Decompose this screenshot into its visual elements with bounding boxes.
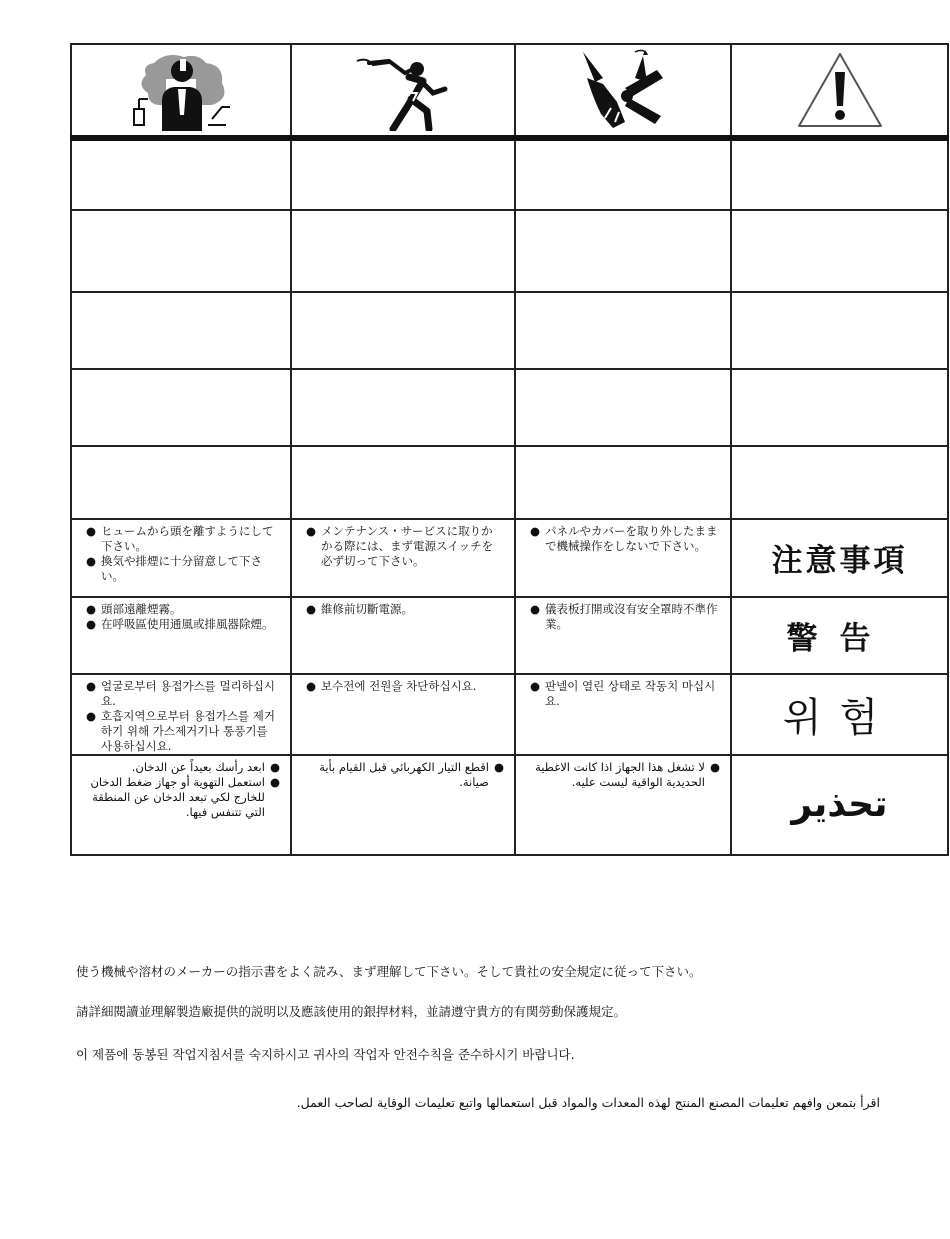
warning-text: ヒュームから頭を離すようにして下さい。 <box>101 523 274 553</box>
bullet-icon: ● <box>86 601 97 616</box>
warning-text: 호흡지역으로부터 용접가스를 제거하기 위해 가스제거기나 통풍기를 사용하십시요. <box>101 708 275 753</box>
ar-warning-label-cell <box>731 755 948 855</box>
ko-warning-label: 위험 <box>782 694 897 741</box>
bullet-icon: ● <box>530 601 541 616</box>
warning-item <box>306 679 504 694</box>
ko-warning-cell <box>515 674 731 755</box>
bullet-icon: ● <box>306 601 317 616</box>
warning-item <box>530 679 720 709</box>
warning-item <box>86 617 280 632</box>
warning-item <box>530 602 720 632</box>
warning-text: اقطع التيار الكهربائي قبل القيام بأية صيانة. <box>319 759 489 789</box>
warning-text: 換気や排煙に十分留意して下さい。 <box>101 553 263 583</box>
caution-cell <box>731 44 948 138</box>
footer-chinese: 請詳細閱讀並理解製造廠提供的説明以及應該使用的銀捍材料，並請遵守貴方的有関勞動保護規定。 <box>76 1004 627 1019</box>
warning-item <box>86 554 280 584</box>
bullet-icon: ● <box>269 774 280 789</box>
zh-warning-label: 警告 <box>786 620 893 657</box>
bullet-icon: ● <box>530 678 541 693</box>
jp-warning-label: 注意事項 <box>771 543 908 580</box>
warning-text: メンテナンス・サービスに取りかかる際には、まず電源スイッチを必ず切って下さい。 <box>321 523 494 568</box>
fumes-cell <box>71 44 291 138</box>
chinese-row <box>71 597 948 674</box>
icon-row <box>71 44 948 138</box>
ko-warning-label-cell <box>731 674 948 755</box>
warning-item <box>86 679 280 709</box>
blank-row <box>71 446 948 518</box>
warning-item <box>86 775 280 820</box>
moving-parts-cell <box>515 44 731 138</box>
blank-row <box>71 138 948 210</box>
jp-warning-cell <box>515 519 731 597</box>
warning-text: 얼굴로부터 용접가스를 멀리하십시요. <box>101 678 275 708</box>
electric-shock-icon <box>353 49 453 131</box>
warning-text: ابعد رأسك بعيداً عن الدخان. <box>131 759 265 774</box>
ar-warning-label: تحذير <box>791 784 888 826</box>
footer-japanese: 使う機械や溶材のメーカーの指示書をよく読み、まず理解して下さい。そして貴社の安全規定に従って下さい。 <box>76 964 702 979</box>
bullet-icon: ● <box>86 708 97 723</box>
warning-text: 판넬이 열린 상태로 작동치 마십시요. <box>545 678 716 708</box>
warning-text: パネルやカバーを取り外したままで機械操作をしないで下さい。 <box>545 523 718 553</box>
warning-text: 儀表板打開或沒有安全罩時不準作業。 <box>545 601 718 631</box>
zh-warning-cell <box>71 597 291 674</box>
jp-warning-cell <box>71 519 291 597</box>
bullet-icon: ● <box>493 759 504 774</box>
zh-warning-cell <box>291 597 515 674</box>
zh-warning-cell <box>515 597 731 674</box>
warning-item <box>86 760 280 775</box>
ko-warning-cell <box>71 674 291 755</box>
jp-warning-label-cell <box>731 519 948 597</box>
footer-korean: 이 제품에 동봉된 작업지침서를 숙지하시고 귀사의 작업자 안전수칙을 준수하시기 바랍니다. <box>76 1047 575 1062</box>
warning-item <box>306 602 504 617</box>
bullet-icon: ● <box>86 553 97 568</box>
korean-row <box>71 674 948 755</box>
warning-text: 頭部遠離煙霧。 <box>101 601 182 616</box>
warning-item <box>86 524 280 554</box>
safety-warning-table <box>70 43 949 856</box>
japanese-row <box>71 519 948 597</box>
blank-row <box>71 292 948 369</box>
warning-item <box>86 602 280 617</box>
warning-item <box>306 524 504 569</box>
bullet-icon: ● <box>306 678 317 693</box>
ar-warning-cell <box>71 755 291 855</box>
warning-text: 在呼吸區使用通風或排風器除煙。 <box>101 616 274 631</box>
warning-item <box>530 524 720 554</box>
arabic-row <box>71 755 948 855</box>
ar-warning-cell <box>515 755 731 855</box>
blank-row <box>71 369 948 446</box>
warning-text: 維修前切斷電源。 <box>321 601 414 616</box>
bullet-icon: ● <box>709 759 720 774</box>
ko-warning-cell <box>291 674 515 755</box>
warning-item <box>86 709 280 754</box>
warning-item <box>306 760 504 790</box>
warning-triangle-icon <box>795 50 885 130</box>
bullet-icon: ● <box>306 523 317 538</box>
ar-warning-cell <box>291 755 515 855</box>
warning-text: 보수전에 전원을 차단하십시요. <box>321 678 477 693</box>
bullet-icon: ● <box>86 678 97 693</box>
jp-warning-cell <box>291 519 515 597</box>
bullet-icon: ● <box>530 523 541 538</box>
warning-text: لا تشغل هذا الجهاز اذا كانت الاغطية الحديدية الواقية ليست عليه. <box>535 759 705 789</box>
zh-warning-label-cell <box>731 597 948 674</box>
moving-parts-hand-icon <box>573 48 673 132</box>
footer-arabic: اقرأ بتمعن وافهم تعليمات المصنع المنتج لهذه المعدات والمواد قبل استعمالها واتبع تعليمات الوقاية لصاحب العمل. <box>296 1095 880 1110</box>
warning-text: استعمل التهوية أو جهاز ضغط الدخان للخارج لكي تبعد الدخان عن المنطقة التي تتنفس فيها. <box>90 774 265 819</box>
bullet-icon: ● <box>86 616 97 631</box>
bullet-icon: ● <box>86 523 97 538</box>
bullet-icon: ● <box>269 759 280 774</box>
warning-item <box>530 760 720 790</box>
fumes-hazard-icon <box>126 49 236 131</box>
blank-row <box>71 210 948 292</box>
shock-cell <box>291 44 515 138</box>
